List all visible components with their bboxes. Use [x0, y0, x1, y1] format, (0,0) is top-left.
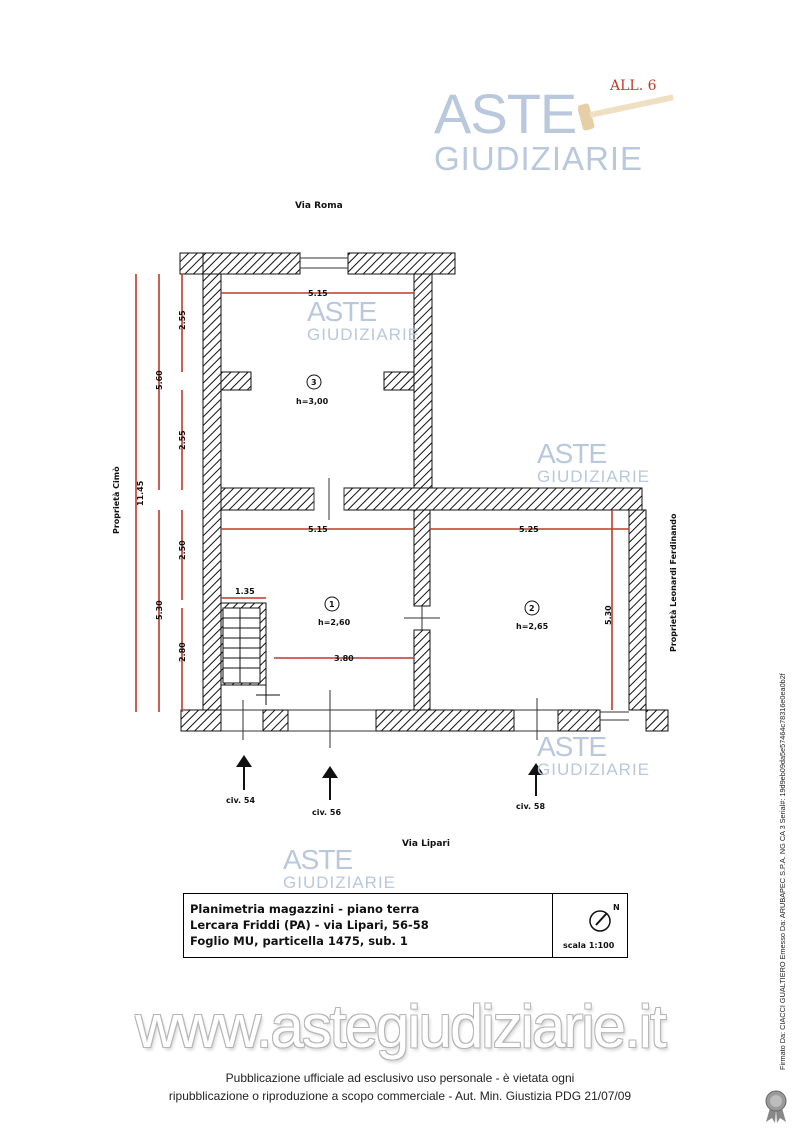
aste-watermark-room3: [307, 298, 420, 343]
wm-giudiziarie: GIUDIZIARIE: [537, 760, 651, 779]
room-2-number: 2: [529, 604, 535, 613]
owner-right-label: Proprietà Leonardi Ferdinando: [669, 513, 678, 652]
dim-upper-height: 5.60: [155, 370, 164, 390]
dim-lower-height: 5.30: [155, 600, 164, 620]
dim-inner-width: 3.80: [334, 654, 354, 663]
seal-ribbon-icon: [762, 1088, 790, 1124]
site-watermark: www.astegiudiziarie.it: [135, 993, 665, 1060]
wm-aste: ASTE: [537, 438, 607, 469]
room-2-height: h=2,65: [516, 622, 549, 631]
entrance-civ-54: civ. 54: [226, 796, 256, 805]
title-block-text: [190, 901, 429, 949]
room-3: [296, 375, 329, 406]
dim-room2-width: 5.25: [519, 525, 539, 534]
street-label-bottom: Via Lipari: [402, 839, 450, 849]
title-block-divider: [552, 894, 553, 957]
aste-watermark-bottom-right: [537, 733, 650, 778]
title-line-3: Foglio MU, particella 1475, sub. 1: [190, 934, 408, 948]
dim-room1-width: 5.15: [308, 525, 328, 534]
aste-watermark-right: [537, 440, 650, 485]
dim-room3-width: 5.15: [308, 289, 328, 298]
digital-signature: [770, 570, 790, 1070]
footer-line-1: Pubblicazione ufficiale ad esclusivo uso personale - è vietata ogni: [225, 1071, 575, 1085]
dim-seg-c: 2.50: [178, 540, 187, 560]
aste-watermark-street: [283, 846, 396, 891]
dim-seg-d: 2.80: [178, 642, 187, 662]
entrance-arrows: [236, 755, 544, 800]
street-label-top: Via Roma: [295, 201, 343, 211]
scale-label: scala 1:100: [563, 941, 615, 950]
entrance-civ-56: civ. 56: [312, 808, 342, 817]
dim-room2-depth: 5.30: [604, 605, 613, 625]
north-arrow-icon: [584, 901, 620, 937]
staircase: [221, 603, 280, 705]
wm-giudiziarie: GIUDIZIARIE: [307, 325, 421, 344]
wm-giudiziarie: GIUDIZIARIE: [283, 873, 397, 892]
logo-word-aste: ASTE: [434, 82, 577, 145]
title-block: [183, 893, 628, 958]
dim-total-height: 11.45: [136, 480, 145, 506]
attachment-label: ALL. 6: [610, 78, 657, 94]
footer-notice: [0, 1069, 800, 1105]
dim-seg-a: 2.55: [178, 310, 187, 330]
floor-plan: [0, 190, 800, 870]
wm-aste: ASTE: [283, 844, 353, 875]
room-1-height: h=2,60: [318, 618, 351, 627]
footer-line-2: ripubblicazione o riproduzione a scopo commerciale - Aut. Min. Giustizia PDG 21/07/09: [168, 1089, 632, 1103]
north-label: N: [613, 903, 620, 912]
room-3-height: h=3,00: [296, 397, 329, 406]
room-1-number: 1: [329, 600, 335, 609]
wm-giudiziarie: GIUDIZIARIE: [537, 467, 651, 486]
room-3-number: 3: [311, 378, 317, 387]
gavel-icon: [578, 92, 678, 142]
dim-stair-width: 1.35: [235, 587, 255, 596]
wm-aste: ASTE: [537, 731, 607, 762]
wm-aste: ASTE: [307, 296, 377, 327]
signature-text: Firmato Da: CIACCI GUALTIERO Emesso Da: ARUBAPEC S.P.A. NG CA 3 Serial#: 19d9eb09da5e57464c78316e0ea0b2f: [778, 673, 787, 1070]
logo-word-giudiziarie: GIUDIZIARIE: [434, 140, 644, 177]
entrance-civ-58: civ. 58: [516, 802, 546, 811]
dim-seg-b: 2.55: [178, 430, 187, 450]
room-2: [516, 601, 549, 631]
title-line-2: Lercara Friddi (PA) - via Lipari, 56-58: [190, 918, 429, 932]
owner-left-label: Proprietà Cimò: [112, 466, 121, 534]
room-1: [318, 597, 351, 627]
title-line-1: Planimetria magazzini - piano terra: [190, 902, 420, 916]
